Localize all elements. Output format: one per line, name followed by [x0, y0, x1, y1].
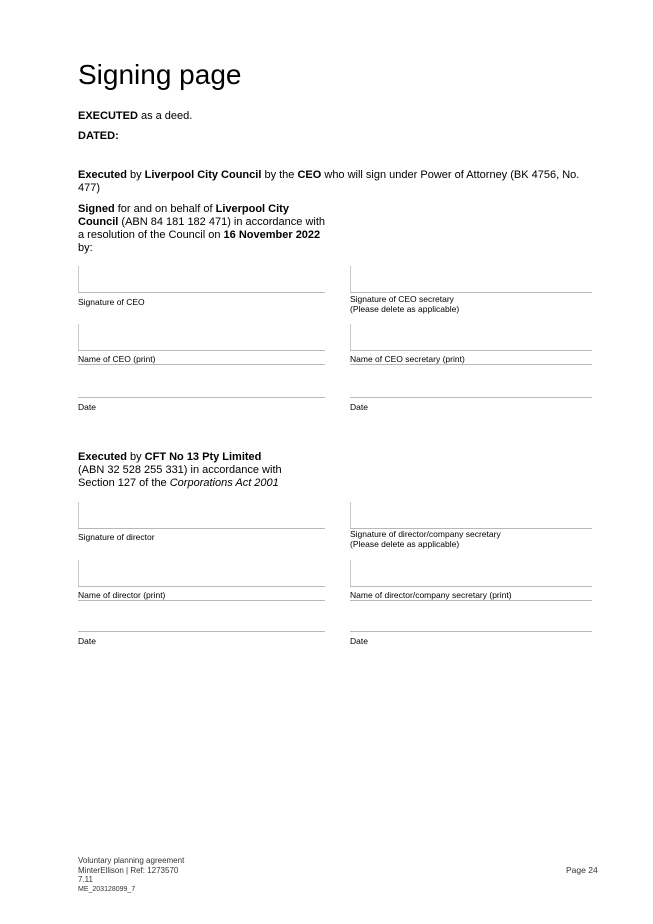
date-label-right: Date — [350, 402, 368, 412]
name-line-ceo-secretary[interactable] — [350, 364, 592, 365]
signed-on-behalf-clause: Signed for and on behalf of Liverpool City Council (ABN 84 181 182 471) in accordance with a resolution of the Council on 16 November 2022 by: — [78, 203, 326, 254]
name-box-edge — [350, 324, 351, 350]
signature-box-edge — [350, 266, 351, 292]
signature-box-edge — [78, 266, 79, 292]
date-line-right[interactable] — [350, 397, 592, 398]
dated-label: DATED: — [78, 130, 119, 142]
page-title: Signing page — [78, 59, 242, 90]
name-line-ceo[interactable] — [78, 364, 325, 365]
name-line-director[interactable] — [78, 600, 325, 601]
name-director-secretary-label: Name of director/company secretary (print) — [350, 590, 512, 600]
signature-ceo-label: Signature of CEO — [78, 297, 145, 307]
date-line-left[interactable] — [78, 397, 325, 398]
name-box-top-line — [78, 586, 325, 587]
signature-line-ceo-secretary[interactable] — [350, 292, 592, 293]
signature-box-edge — [350, 502, 351, 528]
footer-info — [78, 856, 184, 894]
name-box-top-line — [350, 586, 592, 587]
signature-director-secretary-label: Signature of director/company secretary — [350, 529, 501, 539]
name-director-label: Name of director (print) — [78, 590, 166, 600]
name-box-edge — [350, 560, 351, 586]
footer-doc-title: Voluntary planning agreement — [78, 856, 185, 865]
executed-as-deed: EXECUTED as a deed. — [78, 110, 193, 122]
signature-director-label: Signature of director — [78, 532, 155, 542]
execution-clause-council: Executed by Liverpool City Council by the CEO who will sign under Power of Attorney (BK 4756, No. 477) — [78, 169, 580, 194]
name-box-top-line — [350, 350, 592, 351]
footer-version: 7.11 — [78, 875, 93, 884]
delete-applicable-note: (Please delete as applicable) — [350, 304, 460, 314]
signature-ceo-secretary-label: Signature of CEO secretary — [350, 294, 454, 304]
delete-applicable-note: (Please delete as applicable) — [350, 539, 460, 549]
signature-box-edge — [78, 502, 79, 528]
execution-clause-company: Executed by CFT No 13 Pty Limited (ABN 32 528 255 331) in accordance with Section 127 of the Corporations Act 2001 — [78, 451, 282, 489]
name-box-top-line — [78, 350, 325, 351]
date-line-left[interactable] — [78, 631, 325, 632]
name-box-edge — [78, 324, 79, 350]
date-label-left: Date — [78, 636, 96, 646]
name-box-edge — [78, 560, 79, 586]
page-number: Page 24 — [566, 865, 598, 875]
name-ceo-secretary-label: Name of CEO secretary (print) — [350, 354, 465, 364]
date-label-left: Date — [78, 402, 96, 412]
footer-ref: MinterEllison | Ref: 1273570 — [78, 865, 179, 875]
name-line-director-secretary[interactable] — [350, 600, 592, 601]
footer-doc-id: ME_203128099_7 — [78, 885, 136, 893]
signature-line-ceo[interactable] — [78, 292, 325, 293]
signature-line-director[interactable] — [78, 528, 325, 529]
name-ceo-label: Name of CEO (print) — [78, 354, 156, 364]
date-line-right[interactable] — [350, 631, 592, 632]
date-label-right: Date — [350, 636, 368, 646]
